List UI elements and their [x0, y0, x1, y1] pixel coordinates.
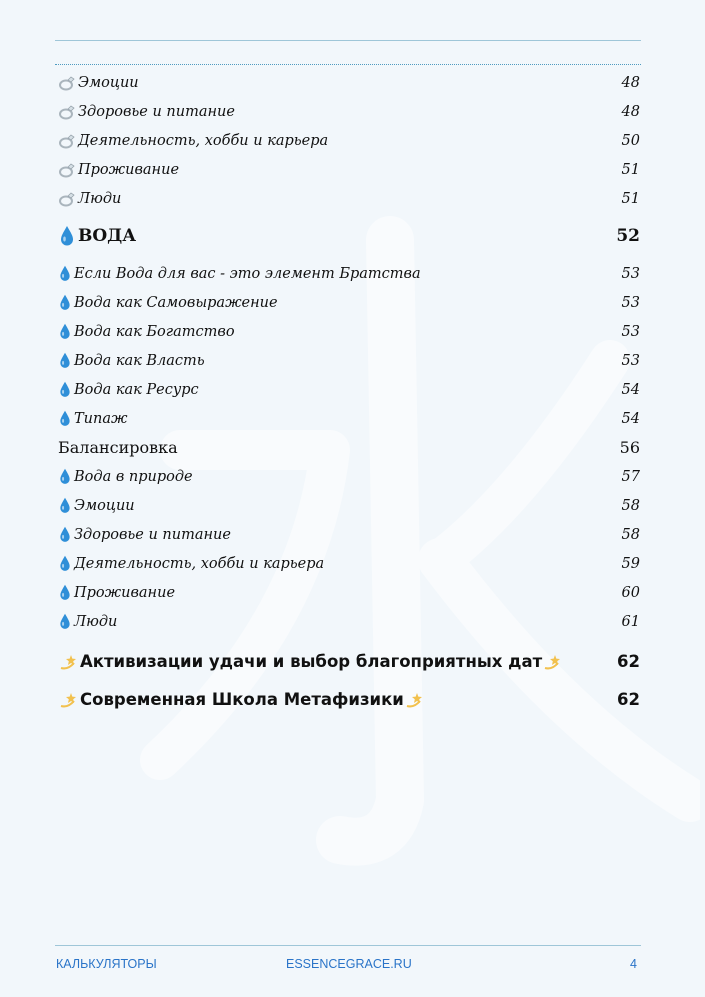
dizzy-star-icon — [58, 651, 78, 671]
toc-entry-page: 48 — [621, 74, 640, 91]
toc-entry-page: 58 — [621, 526, 640, 543]
footer-rule — [55, 945, 641, 946]
toc-entry-label: Проживание — [74, 584, 176, 601]
toc-entry[interactable] — [58, 404, 640, 433]
toc-entry-label: Здоровье и питание — [74, 526, 231, 543]
page-number: 4 — [630, 957, 637, 971]
water-drop-icon — [58, 294, 72, 311]
ring-icon — [58, 75, 76, 91]
toc-entry-page: 53 — [621, 265, 640, 282]
toc-entry[interactable] — [58, 68, 640, 97]
toc-section-school[interactable] — [58, 680, 640, 718]
toc-entry-page: 53 — [621, 294, 640, 311]
dizzy-star-icon — [58, 689, 78, 709]
toc-entry-page: 54 — [621, 381, 640, 398]
water-drop-icon — [58, 323, 72, 340]
toc-section-page: 62 — [617, 689, 640, 709]
toc-entry[interactable] — [58, 520, 640, 549]
toc-entry-page: 50 — [621, 132, 640, 149]
toc-entry-label: Типаж — [74, 410, 128, 427]
toc-entry[interactable] — [58, 607, 640, 636]
toc-entry-page: 60 — [621, 584, 640, 601]
toc-entry-label: Люди — [74, 613, 118, 630]
toc-entry-label: Деятельность, хобби и карьера — [78, 132, 329, 149]
toc-entry-page: 61 — [621, 613, 640, 630]
toc-entry[interactable] — [58, 462, 640, 491]
toc-entry-page: 54 — [621, 410, 640, 427]
water-drop-icon — [58, 584, 72, 601]
water-drop-icon — [58, 526, 72, 543]
toc-entry[interactable] — [58, 317, 640, 346]
ring-icon — [58, 191, 76, 207]
toc-entry-label: Если Вода для вас - это элемент Братства — [74, 265, 421, 282]
water-drop-icon — [58, 381, 72, 398]
toc-section-label: ВОДА — [78, 226, 137, 246]
toc-entry-label: Вода в природе — [74, 468, 193, 485]
water-drop-icon — [58, 352, 72, 369]
toc-entry[interactable] — [58, 549, 640, 578]
dizzy-star-icon — [404, 689, 424, 709]
toc-entry[interactable] — [58, 259, 640, 288]
toc-entry-page: 59 — [621, 555, 640, 572]
toc-entry-label: Эмоции — [74, 497, 135, 514]
toc-entry[interactable] — [58, 346, 640, 375]
toc-entry-label: Вода как Богатство — [74, 323, 235, 340]
water-drop-icon — [58, 468, 72, 485]
ring-icon — [58, 104, 76, 120]
toc-entry-page: 53 — [621, 323, 640, 340]
ring-icon — [58, 133, 76, 149]
water-drop-icon — [58, 613, 72, 630]
toc-entry-label: Вода как Власть — [74, 352, 205, 369]
toc-entry[interactable] — [58, 155, 640, 184]
toc-entry-label: Вода как Ресурс — [74, 381, 199, 398]
toc-entry[interactable] — [58, 184, 640, 213]
water-drop-icon — [58, 410, 72, 427]
header-rule — [55, 40, 641, 41]
toc-section-water[interactable] — [58, 213, 640, 259]
toc-entry[interactable] — [58, 578, 640, 607]
toc-entry-label: Деятельность, хобби и карьера — [74, 555, 325, 572]
toc-entry-page: 56 — [619, 438, 640, 457]
toc-entry[interactable] — [58, 375, 640, 404]
water-drop-icon — [58, 265, 72, 282]
water-drop-icon — [58, 497, 72, 514]
toc-section-label: Современная Школа Метафизики — [80, 689, 404, 709]
toc-entry[interactable] — [58, 126, 640, 155]
toc-entry-page: 48 — [621, 103, 640, 120]
water-drop-icon — [58, 555, 72, 572]
dizzy-star-icon — [542, 651, 562, 671]
toc-section-luck[interactable] — [58, 642, 640, 680]
toc-entry-label: Эмоции — [78, 74, 139, 91]
table-of-contents — [58, 68, 640, 718]
toc-entry-page: 53 — [621, 352, 640, 369]
water-drop-icon — [58, 225, 76, 247]
toc-entry-page: 51 — [621, 161, 640, 178]
toc-section-page: 62 — [617, 651, 640, 671]
toc-entry-label: Люди — [78, 190, 122, 207]
toc-entry-label: Проживание — [78, 161, 180, 178]
footer-link-site[interactable]: ESSENCEGRACE.RU — [286, 957, 412, 971]
toc-entry-label: Вода как Самовыражение — [74, 294, 278, 311]
toc-entry-label: Балансировка — [58, 438, 178, 457]
toc-entry-balance[interactable] — [58, 433, 640, 462]
toc-entry-label: Здоровье и питание — [78, 103, 235, 120]
toc-entry[interactable] — [58, 288, 640, 317]
dotted-rule — [55, 64, 641, 65]
toc-entry-page: 51 — [621, 190, 640, 207]
toc-section-label: Активизации удачи и выбор благоприятных дат — [80, 651, 543, 671]
toc-entry[interactable] — [58, 97, 640, 126]
ring-icon — [58, 162, 76, 178]
toc-section-page: 52 — [616, 226, 640, 246]
toc-entry-page: 57 — [621, 468, 640, 485]
toc-entry-page: 58 — [621, 497, 640, 514]
footer-link-calculators[interactable]: КАЛЬКУЛЯТОРЫ — [56, 957, 157, 971]
toc-entry[interactable] — [58, 491, 640, 520]
